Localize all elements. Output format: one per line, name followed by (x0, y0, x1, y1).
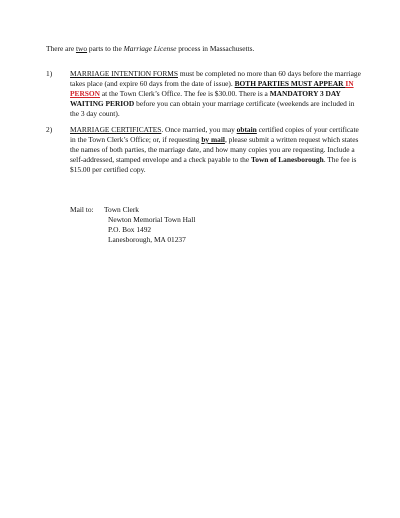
intro-text-middle: parts to the (87, 44, 124, 53)
both-parties-notice: BOTH PARTIES MUST APPEAR (234, 79, 346, 88)
intro-text-after: process in Massachusetts. (176, 44, 255, 53)
intro-paragraph (46, 44, 366, 54)
town-name: Town of Lanesborough (251, 155, 324, 164)
intro-two: two (75, 44, 88, 53)
item-text: must be completed no more than 60 days before the marriage takes place (and expire 60 days from the date of issue). (70, 69, 361, 88)
intro-license-term: Marriage License (123, 44, 177, 53)
obtain-emphasis: obtain (236, 125, 257, 134)
item-number: 1) (46, 69, 53, 78)
item-text: certified copies of your certificate in the Town Clerk’s Office; or, if requesting (70, 125, 359, 144)
in-person-notice: IN PERSON (70, 79, 354, 98)
address-line-building: Newton Memorial Town Hall (108, 215, 196, 224)
intention-forms-heading: MARRIAGE INTENTION FORMS (70, 69, 178, 78)
item-text: . Once married, you may (161, 125, 237, 134)
mailing-address (104, 205, 195, 245)
item-text: , please submit a written request which states the names of both parties, the marriage date, and how many copies you are requesting. Include a self-addressed, stamped envelope and a check payable to the (70, 135, 359, 164)
mail-to-label: Mail to: (70, 205, 94, 214)
item-number: 2) (46, 125, 53, 134)
intro-text-before: There are (46, 44, 76, 53)
item-body (70, 69, 365, 119)
by-mail-emphasis: by mail (201, 135, 225, 144)
item-text: . The fee is $15.00 per certified copy. (70, 155, 357, 174)
certificates-heading: MARRIAGE CERTIFICATES (70, 125, 162, 134)
item-text: before you can obtain your marriage certificate (weekends are included in the 3 day count). (70, 99, 355, 118)
item-text: at the Town Clerk’s Office. The fee is $30.00. There is a (99, 89, 270, 98)
address-line-recipient: Town Clerk (104, 205, 139, 214)
waiting-period-notice: MANDATORY 3 DAY WAITING PERIOD (70, 89, 341, 108)
item-body (70, 125, 365, 175)
address-line-po-box: P.O. Box 1492 (108, 225, 152, 234)
address-line-city: Lanesborough, MA 01237 (108, 235, 186, 244)
